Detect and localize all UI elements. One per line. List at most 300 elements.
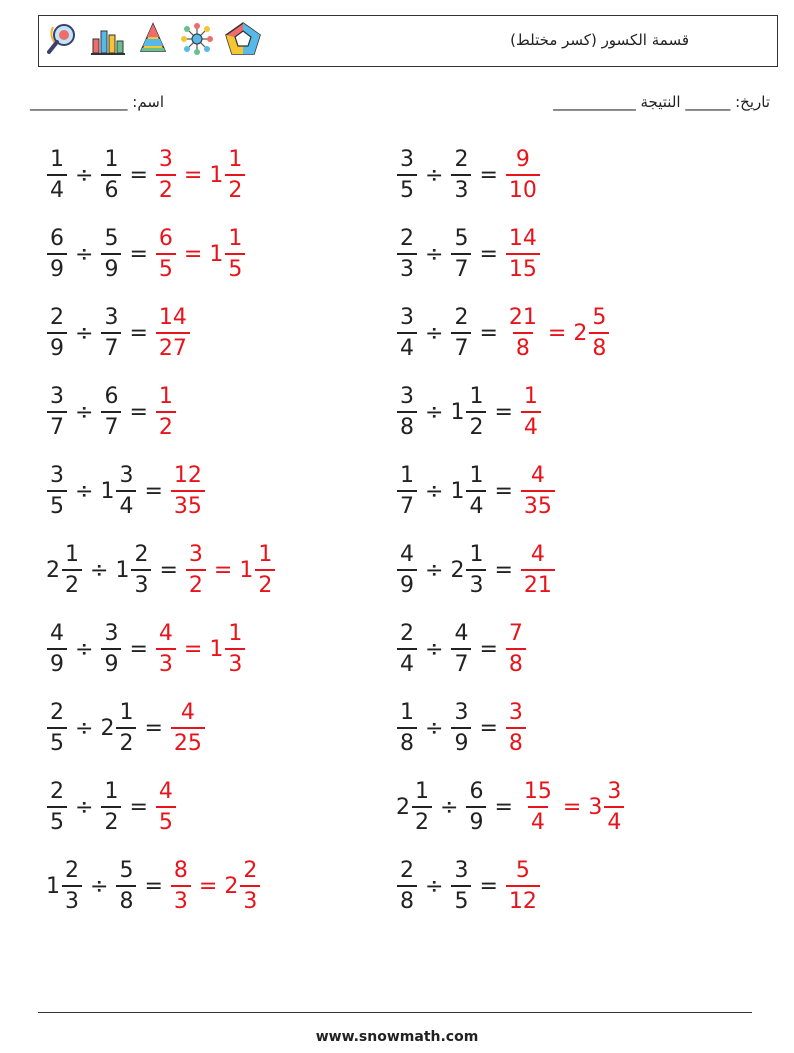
numerator: 3 bbox=[119, 462, 134, 488]
denominator: 2 bbox=[116, 727, 136, 757]
numerator: 8 bbox=[173, 857, 188, 883]
fraction bbox=[412, 779, 432, 836]
equals-sign: = bbox=[213, 557, 233, 583]
whole-number: 1 bbox=[46, 873, 60, 899]
problem-item bbox=[396, 538, 556, 602]
fraction bbox=[47, 384, 67, 441]
fraction bbox=[451, 147, 471, 204]
whole-number: 2 bbox=[224, 873, 239, 899]
problem-item bbox=[46, 696, 206, 760]
second-operand bbox=[100, 621, 122, 678]
answer-fraction bbox=[171, 700, 205, 757]
denominator: 5 bbox=[225, 253, 245, 283]
numerator: 12 bbox=[173, 462, 202, 488]
denominator: 8 bbox=[397, 885, 417, 915]
fraction bbox=[451, 700, 471, 757]
first-operand bbox=[396, 621, 418, 678]
equals-sign: = bbox=[183, 636, 203, 662]
fraction bbox=[451, 226, 471, 283]
answer-mixed-number bbox=[573, 305, 610, 362]
equals-sign: = bbox=[479, 241, 498, 267]
numerator: 2 bbox=[243, 857, 258, 883]
answer bbox=[505, 305, 610, 362]
second-operand bbox=[100, 779, 122, 836]
divide-sign: ÷ bbox=[425, 557, 444, 583]
problem-item bbox=[396, 301, 610, 365]
denominator: 3 bbox=[131, 569, 151, 599]
second-operand bbox=[450, 700, 472, 757]
denominator: 2 bbox=[186, 569, 206, 599]
answer-fraction bbox=[156, 305, 190, 362]
fraction bbox=[116, 858, 136, 915]
fraction bbox=[604, 779, 624, 836]
answer-fraction bbox=[506, 147, 540, 204]
answer-mixed-number bbox=[209, 147, 246, 204]
denominator: 25 bbox=[171, 727, 205, 757]
fraction bbox=[47, 621, 67, 678]
numerator: 6 bbox=[158, 225, 173, 251]
divide-sign: ÷ bbox=[425, 320, 444, 346]
denominator: 7 bbox=[451, 332, 471, 362]
numerator: 5 bbox=[119, 857, 134, 883]
denominator: 10 bbox=[506, 174, 540, 204]
divide-sign: ÷ bbox=[425, 873, 444, 899]
numerator: 14 bbox=[158, 304, 187, 330]
answer bbox=[155, 226, 246, 283]
divide-sign: ÷ bbox=[75, 794, 94, 820]
denominator: 9 bbox=[451, 727, 471, 757]
numerator: 1 bbox=[469, 383, 484, 409]
equals-sign: = bbox=[479, 162, 498, 188]
fraction bbox=[397, 305, 417, 362]
denominator: 5 bbox=[47, 806, 67, 836]
numerator: 1 bbox=[65, 541, 79, 567]
denominator: 8 bbox=[513, 332, 533, 362]
equals-sign: = bbox=[479, 320, 498, 346]
fraction bbox=[116, 700, 136, 757]
first-operand bbox=[396, 700, 418, 757]
problem-item bbox=[396, 617, 527, 681]
answer-mixed-number bbox=[224, 858, 261, 915]
first-operand bbox=[46, 384, 68, 441]
equals-sign: = bbox=[479, 873, 498, 899]
equals-sign: = bbox=[479, 636, 498, 662]
divide-sign: ÷ bbox=[75, 636, 94, 662]
fraction bbox=[451, 621, 471, 678]
numerator: 3 bbox=[50, 462, 64, 488]
denominator: 9 bbox=[466, 806, 486, 836]
answer-fraction bbox=[186, 542, 206, 599]
answer-fraction bbox=[506, 700, 526, 757]
equals-sign: = bbox=[129, 241, 148, 267]
fraction bbox=[101, 305, 121, 362]
numerator: 2 bbox=[400, 857, 414, 883]
denominator: 4 bbox=[528, 806, 548, 836]
first-operand bbox=[46, 779, 68, 836]
first-operand bbox=[396, 384, 418, 441]
fraction bbox=[47, 305, 67, 362]
bar-chart-icon bbox=[89, 21, 127, 57]
answer bbox=[520, 384, 542, 441]
equals-sign: = bbox=[494, 794, 513, 820]
equals-sign: = bbox=[159, 557, 178, 583]
denominator: 9 bbox=[47, 332, 67, 362]
fraction bbox=[47, 147, 67, 204]
second-operand bbox=[450, 463, 487, 520]
second-operand bbox=[450, 147, 472, 204]
first-operand bbox=[396, 542, 418, 599]
answer bbox=[505, 226, 541, 283]
numerator: 1 bbox=[400, 699, 414, 725]
name-field-label: اسم: _____________ bbox=[30, 93, 165, 111]
denominator: 8 bbox=[589, 332, 609, 362]
second-operand bbox=[100, 226, 122, 283]
fraction bbox=[225, 226, 245, 283]
numerator: 3 bbox=[607, 778, 622, 804]
answer bbox=[170, 700, 206, 757]
denominator: 2 bbox=[156, 411, 176, 441]
network-icon bbox=[179, 21, 215, 57]
denominator: 9 bbox=[47, 253, 67, 283]
divide-sign: ÷ bbox=[90, 557, 109, 583]
first-operand bbox=[46, 226, 68, 283]
numerator: 1 bbox=[258, 541, 273, 567]
whole-number: 2 bbox=[573, 320, 588, 346]
denominator: 9 bbox=[101, 648, 121, 678]
answer bbox=[170, 858, 261, 915]
numerator: 2 bbox=[50, 699, 64, 725]
fraction bbox=[225, 147, 245, 204]
problem-item bbox=[396, 696, 527, 760]
numerator: 2 bbox=[134, 541, 149, 567]
numerator: 2 bbox=[50, 304, 64, 330]
equals-sign: = bbox=[144, 478, 163, 504]
numerator: 2 bbox=[50, 778, 64, 804]
numerator: 4 bbox=[158, 778, 173, 804]
first-operand bbox=[396, 305, 418, 362]
denominator: 3 bbox=[156, 648, 176, 678]
second-operand bbox=[450, 542, 487, 599]
whole-number: 1 bbox=[450, 478, 465, 504]
equals-sign: = bbox=[479, 715, 498, 741]
fraction bbox=[116, 463, 136, 520]
answer-mixed-number bbox=[588, 779, 625, 836]
answer bbox=[505, 621, 527, 678]
divide-sign: ÷ bbox=[425, 636, 444, 662]
numerator: 6 bbox=[104, 383, 119, 409]
numerator: 4 bbox=[50, 620, 64, 646]
problem-item bbox=[46, 301, 191, 365]
equals-sign: = bbox=[129, 794, 148, 820]
answer-mixed-number bbox=[209, 621, 246, 678]
fraction bbox=[466, 779, 486, 836]
numerator: 3 bbox=[454, 857, 469, 883]
denominator: 3 bbox=[240, 885, 260, 915]
denominator: 35 bbox=[171, 490, 205, 520]
second-operand bbox=[100, 384, 122, 441]
problem-item bbox=[46, 854, 261, 918]
divide-sign: ÷ bbox=[90, 873, 109, 899]
fraction bbox=[62, 858, 82, 915]
denominator: 3 bbox=[62, 885, 82, 915]
problem-item bbox=[396, 775, 625, 839]
footer-divider bbox=[38, 1012, 752, 1013]
denominator: 5 bbox=[47, 490, 67, 520]
fraction bbox=[451, 305, 471, 362]
answer bbox=[505, 147, 541, 204]
header-icons bbox=[45, 21, 263, 57]
denominator: 5 bbox=[451, 885, 471, 915]
numerator: 1 bbox=[469, 462, 484, 488]
numerator: 3 bbox=[104, 304, 119, 330]
denominator: 2 bbox=[466, 411, 486, 441]
numerator: 1 bbox=[104, 778, 119, 804]
fraction bbox=[589, 305, 609, 362]
fraction bbox=[47, 226, 67, 283]
date-score-label: تاريخ: ______ النتيجة ___________ bbox=[553, 93, 770, 111]
numerator: 3 bbox=[508, 699, 523, 725]
answer bbox=[155, 147, 246, 204]
whole-number: 2 bbox=[450, 557, 465, 583]
denominator: 15 bbox=[506, 253, 540, 283]
answer-fraction bbox=[506, 621, 526, 678]
denominator: 2 bbox=[156, 174, 176, 204]
answer bbox=[185, 542, 276, 599]
numerator: 1 bbox=[415, 778, 429, 804]
denominator: 5 bbox=[156, 253, 176, 283]
numerator: 4 bbox=[180, 699, 195, 725]
denominator: 9 bbox=[397, 569, 417, 599]
fraction bbox=[397, 384, 417, 441]
divide-sign: ÷ bbox=[75, 399, 94, 425]
divide-sign: ÷ bbox=[425, 162, 444, 188]
equals-sign: = bbox=[129, 162, 148, 188]
second-operand bbox=[450, 305, 472, 362]
numerator: 4 bbox=[454, 620, 469, 646]
numerator: 2 bbox=[400, 225, 414, 251]
pyramid-icon bbox=[135, 21, 171, 57]
first-operand bbox=[396, 858, 418, 915]
answer-fraction bbox=[156, 384, 176, 441]
numerator: 5 bbox=[454, 225, 469, 251]
fraction bbox=[62, 542, 82, 599]
numerator: 1 bbox=[104, 146, 119, 172]
denominator: 3 bbox=[225, 648, 245, 678]
divide-sign: ÷ bbox=[75, 241, 94, 267]
divide-sign: ÷ bbox=[75, 162, 94, 188]
divide-sign: ÷ bbox=[425, 399, 444, 425]
denominator: 4 bbox=[397, 648, 417, 678]
answer-fraction bbox=[506, 858, 540, 915]
numerator: 1 bbox=[50, 146, 64, 172]
worksheet-title: قسمة الكسور (كسر مختلط) bbox=[510, 31, 689, 49]
denominator: 7 bbox=[397, 490, 417, 520]
numerator: 2 bbox=[65, 857, 79, 883]
first-operand bbox=[46, 305, 68, 362]
denominator: 2 bbox=[225, 174, 245, 204]
numerator: 5 bbox=[515, 857, 530, 883]
fraction bbox=[101, 779, 121, 836]
numerator: 15 bbox=[523, 778, 552, 804]
whole-number: 2 bbox=[100, 715, 115, 741]
second-operand bbox=[450, 226, 472, 283]
first-operand bbox=[46, 542, 83, 599]
fraction bbox=[397, 542, 417, 599]
equals-sign: = bbox=[562, 794, 582, 820]
numerator: 1 bbox=[119, 699, 134, 725]
divide-sign: ÷ bbox=[75, 478, 94, 504]
numerator: 4 bbox=[530, 541, 545, 567]
fraction bbox=[397, 700, 417, 757]
fraction bbox=[225, 621, 245, 678]
denominator: 4 bbox=[466, 490, 486, 520]
answer bbox=[505, 700, 527, 757]
second-operand bbox=[465, 779, 487, 836]
whole-number: 1 bbox=[209, 636, 224, 662]
numerator: 3 bbox=[104, 620, 119, 646]
equals-sign: = bbox=[129, 399, 148, 425]
numerator: 4 bbox=[158, 620, 173, 646]
fraction bbox=[255, 542, 275, 599]
equals-sign: = bbox=[129, 636, 148, 662]
first-operand bbox=[46, 621, 68, 678]
denominator: 4 bbox=[116, 490, 136, 520]
fraction bbox=[101, 384, 121, 441]
numerator: 5 bbox=[592, 304, 607, 330]
fraction bbox=[101, 226, 121, 283]
denominator: 2 bbox=[62, 569, 82, 599]
divide-sign: ÷ bbox=[440, 794, 459, 820]
denominator: 4 bbox=[47, 174, 67, 204]
answer bbox=[170, 463, 206, 520]
equals-sign: = bbox=[547, 320, 567, 346]
second-operand bbox=[100, 463, 137, 520]
numerator: 2 bbox=[454, 304, 469, 330]
numerator: 1 bbox=[228, 146, 243, 172]
denominator: 8 bbox=[397, 727, 417, 757]
fraction bbox=[466, 463, 486, 520]
denominator: 5 bbox=[47, 727, 67, 757]
second-operand bbox=[100, 700, 137, 757]
answer bbox=[155, 621, 246, 678]
whole-number: 1 bbox=[239, 557, 254, 583]
first-operand bbox=[46, 858, 83, 915]
numerator: 6 bbox=[50, 225, 64, 251]
answer bbox=[155, 779, 177, 836]
denominator: 27 bbox=[156, 332, 190, 362]
numerator: 3 bbox=[454, 699, 469, 725]
numerator: 9 bbox=[515, 146, 530, 172]
answer bbox=[520, 463, 556, 520]
numerator: 2 bbox=[454, 146, 469, 172]
divide-sign: ÷ bbox=[425, 241, 444, 267]
first-operand bbox=[396, 463, 418, 520]
divide-sign: ÷ bbox=[425, 715, 444, 741]
first-operand bbox=[46, 700, 68, 757]
problem-item bbox=[46, 143, 246, 207]
problem-item bbox=[396, 143, 541, 207]
pentagon-icon bbox=[223, 21, 263, 57]
first-operand bbox=[396, 147, 418, 204]
divide-sign: ÷ bbox=[75, 715, 94, 741]
whole-number: 1 bbox=[209, 241, 224, 267]
first-operand bbox=[396, 226, 418, 283]
equals-sign: = bbox=[183, 162, 203, 188]
answer-fraction bbox=[521, 542, 555, 599]
second-operand bbox=[450, 384, 487, 441]
numerator: 14 bbox=[508, 225, 537, 251]
answer-fraction bbox=[156, 779, 176, 836]
whole-number: 2 bbox=[396, 794, 410, 820]
answer bbox=[155, 305, 191, 362]
denominator: 7 bbox=[47, 411, 67, 441]
answer-mixed-number bbox=[239, 542, 276, 599]
whole-number: 2 bbox=[46, 557, 60, 583]
problem-item bbox=[396, 459, 556, 523]
divide-sign: ÷ bbox=[425, 478, 444, 504]
numerator: 3 bbox=[158, 146, 173, 172]
equals-sign: = bbox=[129, 320, 148, 346]
numerator: 7 bbox=[508, 620, 523, 646]
fraction bbox=[47, 463, 67, 520]
problem-item bbox=[46, 538, 276, 602]
problem-item bbox=[46, 775, 177, 839]
equals-sign: = bbox=[144, 715, 163, 741]
numerator: 1 bbox=[158, 383, 173, 409]
footer-url: www.snowmath.com bbox=[315, 1029, 479, 1045]
numerator: 5 bbox=[104, 225, 119, 251]
second-operand bbox=[115, 542, 152, 599]
whole-number: 3 bbox=[588, 794, 603, 820]
equals-sign: = bbox=[494, 478, 513, 504]
answer bbox=[505, 858, 541, 915]
problem-item bbox=[46, 222, 246, 286]
denominator: 3 bbox=[466, 569, 486, 599]
denominator: 3 bbox=[171, 885, 191, 915]
first-operand bbox=[46, 147, 68, 204]
problem-item bbox=[46, 380, 177, 444]
denominator: 2 bbox=[412, 806, 432, 836]
second-operand bbox=[450, 858, 472, 915]
numerator: 4 bbox=[530, 462, 545, 488]
fraction bbox=[397, 858, 417, 915]
first-operand bbox=[46, 463, 68, 520]
denominator: 6 bbox=[101, 174, 121, 204]
problem-item bbox=[46, 459, 206, 523]
denominator: 4 bbox=[521, 411, 541, 441]
denominator: 7 bbox=[101, 332, 121, 362]
fraction bbox=[397, 226, 417, 283]
numerator: 1 bbox=[228, 620, 243, 646]
numerator: 3 bbox=[188, 541, 203, 567]
fraction bbox=[466, 384, 486, 441]
equals-sign: = bbox=[144, 873, 163, 899]
answer-fraction bbox=[521, 463, 555, 520]
numerator: 1 bbox=[469, 541, 484, 567]
numerator: 3 bbox=[400, 383, 414, 409]
problem-item bbox=[396, 380, 542, 444]
equals-sign: = bbox=[198, 873, 218, 899]
answer-mixed-number bbox=[209, 226, 246, 283]
denominator: 9 bbox=[47, 648, 67, 678]
magnifier-icon bbox=[45, 21, 81, 57]
denominator: 7 bbox=[451, 253, 471, 283]
denominator: 8 bbox=[397, 411, 417, 441]
whole-number: 1 bbox=[100, 478, 115, 504]
second-operand bbox=[100, 305, 122, 362]
fraction bbox=[397, 621, 417, 678]
denominator: 8 bbox=[506, 648, 526, 678]
